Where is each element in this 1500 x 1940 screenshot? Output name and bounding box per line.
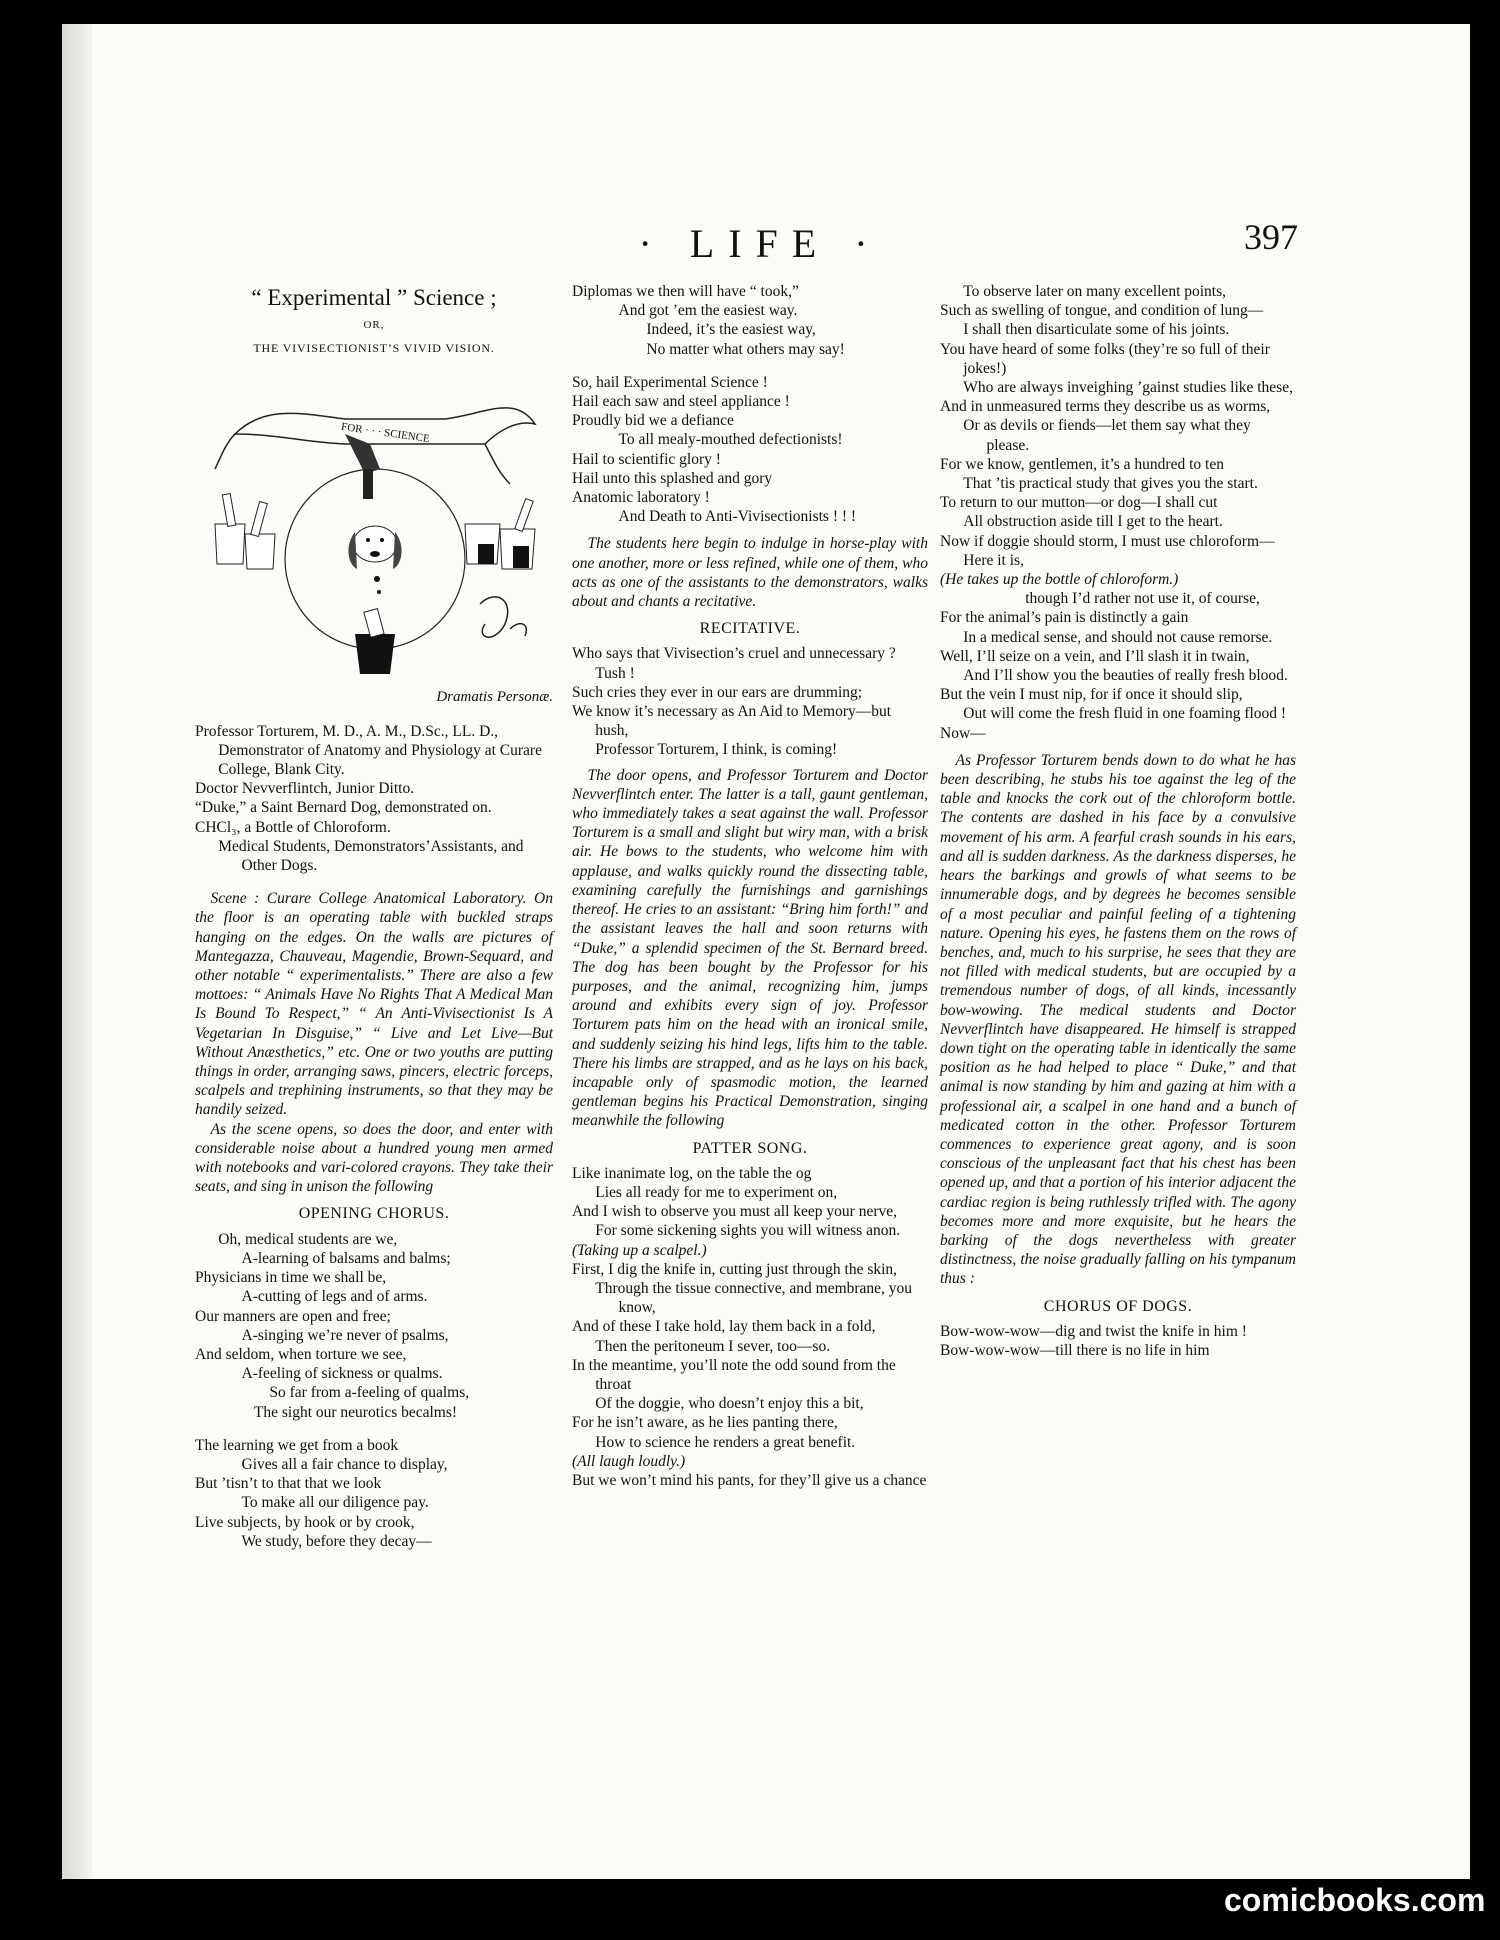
verse-line: Like inanimate log, on the table the og <box>572 1164 812 1182</box>
chorus-of-dogs-heading: CHORUS OF DOGS. <box>1043 1297 1193 1315</box>
column-2 <box>572 282 928 1490</box>
verse-line: The learning we get from a book <box>195 1436 399 1454</box>
verse-line: Gives all a fair chance to display, <box>241 1455 448 1473</box>
vivisection-drawing <box>195 374 553 684</box>
page-spine <box>62 24 92 1879</box>
illustration-caption: Dramatis Personæ. <box>436 689 553 706</box>
dramatis-illustration <box>195 374 553 684</box>
patter-song <box>572 1164 928 1490</box>
verse-line: A-feeling of sickness or qualms. <box>241 1365 443 1383</box>
verse-line: How to science he renders a great benefit. <box>595 1433 856 1451</box>
title-or: OR, <box>363 319 385 331</box>
verse-line: (All laugh loudly.) <box>572 1452 686 1470</box>
patter-song-heading: PATTER SONG. <box>692 1139 808 1157</box>
verse-line: We know it’s necessary as An Aid to Memory—but hush, <box>572 703 892 740</box>
cast-item: Doctor Nevverflintch, Junior Ditto. <box>195 780 415 798</box>
verse-line: And Death to Anti-Vivisectionists ! ! ! <box>618 508 857 526</box>
verse-line: Hail to scientific glory ! <box>572 450 721 468</box>
verse-line: Anatomic laboratory ! <box>572 489 710 507</box>
verse-line: You have heard of some folks (they’re so full of their jokes!) <box>940 340 1270 377</box>
verse-line: Of the doggie, who doesn’t enjoy this a bit, <box>595 1395 864 1413</box>
verse-line: Now if doggie should storm, I must use chloroform— <box>940 532 1275 550</box>
page-number: 397 <box>1244 217 1298 257</box>
verse-line: And got ’em the easiest way. <box>618 302 798 320</box>
verse-line: Such cries they ever in our ears are drumming; <box>572 683 863 701</box>
verse-line: No matter what others may say! <box>646 340 845 358</box>
verse-line: But ’tisn’t to that that we look <box>195 1475 382 1493</box>
stage-direction: The students here begin to indulge in horse-play with one another, more or less refined, while one of them, who acts as one of the assistants to the demonstrators, walks about and chants a recitative. <box>572 535 928 611</box>
verse-line: So, hail Experimental Science ! <box>572 373 768 391</box>
watermark: comicbooks.com <box>1224 1882 1486 1918</box>
masthead-folio: · LIFE · <box>638 221 882 266</box>
verse-line: A-learning of balsams and balms; <box>241 1249 451 1267</box>
verse-line: though I’d rather not use it, of course, <box>1025 590 1260 608</box>
verse-line: (Taking up a scalpel.) <box>572 1241 707 1259</box>
verse-line: Live subjects, by hook or by crook, <box>195 1513 415 1531</box>
verse-line: Lies all ready for me to experiment on, <box>595 1183 838 1201</box>
scene-direction: As the scene opens, so does the door, and enter with considerable noise about a hundred young men armed with notebooks and vari-colored crayons. They take their seats, and sing in unison the following <box>195 1120 553 1196</box>
stage-direction: The door opens, and Professor Torturem and Doctor Nevverflintch enter. The latter is a tall, gaunt gentleman, who immediately takes a seat against the wall. Professor Torturem is a small and slight but wiry man, with a brisk air. He bows to the students, who welcome him with applause, and walks quickly round the dissecting table, examining carefully the furnishings and garnishings thereof. He cries to an assistant: “Bring him forth!” and the assistant leaves the hall and soon returns with “Duke,” a splendid specimen of the St. Bernard breed. The dog has been bought by the Professor for his purposes, and the animal, recognizing him, jumps around and exhibits every sign of joy. Professor Torturem pats him on the head with an ironical smile, and suddenly seizing his hind legs, lifts him to the table. There his limbs are strapped, and as he lays on his back, incapable only of spasmodic motion, the learned gentleman begins his Practical Demonstration, singing meanwhile the following <box>572 766 928 1130</box>
verse-line: (He takes up the bottle of chloroform.) <box>940 571 1179 589</box>
verse-line: Out will come the fresh fluid in one foaming flood ! <box>963 705 1287 723</box>
recitative <box>572 644 928 759</box>
verse-line: And I’ll show you the beauties of really fresh blood. <box>963 667 1288 685</box>
verse-line: That ’tis practical study that gives you the start. <box>963 475 1258 493</box>
scene-direction: Scene : Curare College Anatomical Laboratory. On the floor is an operating table with buckled straps hanging on the edges. On the walls are pictures of Mantegazza, Chauveau, Magendie, Brown-Sequard, and other notable “ experimentalists.” There are also a few mottoes: “ Animals Have No Rights That A Medical Man Is Bound To Respect,” “ An Anti-Vivisectionist Is A Vegetarian In Disguise,” “ Live and Let Live—But Without Anæsthetics,” etc. One or two youths are putting things in order, arranging saws, pincers, electric forceps, scalpels and trephining instruments, so that they may be handily seized. <box>195 890 553 1119</box>
recitative-heading: RECITATIVE. <box>699 620 801 638</box>
verse-line: Now— <box>940 724 986 742</box>
verse-line: Hail each saw and steel appliance ! <box>572 393 790 411</box>
verse-line: Proudly bid we a defiance <box>572 412 734 430</box>
column-1 <box>195 282 553 1551</box>
verse-line: Well, I’ll seize on a vein, and I’ll slash it in twain, <box>940 647 1250 665</box>
verse-line: Who are always inveighing ’gainst studies like these, <box>963 379 1293 397</box>
verse-line: Through the tissue connective, and membrane, you know, <box>595 1279 913 1317</box>
verse-line: And seldom, when torture we see, <box>195 1345 407 1363</box>
cast-item: Medical Students, Demonstrators’Assistants, and Other Dogs. <box>218 837 524 875</box>
verse-line <box>572 359 928 373</box>
cast-item: CHCl₃, a Bottle of Chloroform. <box>195 818 391 836</box>
column-3 <box>940 282 1296 1360</box>
dogs-line: Bow-wow-wow—dig and twist the knife in him ! <box>940 1322 1247 1340</box>
verse-line: But we won’t mind his pants, for they’ll give us a chance <box>572 1471 927 1489</box>
verse-line: Who says that Vivisection’s cruel and unnecessary ? Tush ! <box>572 645 896 682</box>
verse-line: But the vein I must nip, for if once it should slip, <box>940 686 1243 704</box>
patter-song-continued <box>940 282 1296 743</box>
opening-chorus <box>195 1230 553 1551</box>
article-subtitle: THE VIVISECTIONIST’S VIVID VISION. <box>253 341 495 356</box>
verse-line: Physicians in time we shall be, <box>195 1269 387 1287</box>
verse-line: Oh, medical students are we, <box>218 1230 398 1248</box>
verse-line: Diplomas we then will have “ took,” <box>572 283 799 300</box>
verse-line: And of these I take hold, lay them back in a fold, <box>572 1318 876 1336</box>
verse-line: Then the peritoneum I sever, too—so. <box>595 1337 831 1355</box>
cast-list <box>195 722 553 876</box>
verse-line: In the meantime, you’ll note the odd sound from the throat <box>572 1356 896 1393</box>
verse-line: Such as swelling of tongue, and condition of lung— <box>940 302 1264 320</box>
verse-line: We study, before they decay— <box>241 1532 432 1550</box>
stage-direction: As Professor Torturem bends down to do what he has been describing, he stubs his toe against the leg of the table and knocks the cork out of the chloroform bottle. The contents are dashed in his face by a convulsive movement of his arm. A fearful crash sounds in his ears, and all is sudden darkness. As the darkness disperses, he hears the barkings and growls of what seems to be innumerable dogs, and by degrees he becomes sensible of a most peculiar and painful feeling of a tightening nature. Opening his eyes, he fastens them on the rows of benches, and, much to his surprise, he sees that they are not filled with medical students, but are occupied by a tremendous number of dogs, of all kinds, incessantly bow-wowing. The medical students and Doctor Nevverflintch have disappeared. He himself is strapped down tight on the operating table in identically the same position as he had helped to place “ Duke,” and that animal is now standing by him and gazing at him with a professional air, a scalpel in one hand and a bunch of medicated cotton in the other. Professor Torturem commences to experience great agony, and is soon conscious of the unpleasant fact that his chest has been opened up, and that a portion of his interior adjacent the cardiac region is being ruthlessly trifled with. The agony becomes more and more exquisite, but he hears the barking of the dogs nevertheless with greater distinctness, the noise gradually falling on his tympanum thus : <box>940 751 1296 1288</box>
verse-line: So far from a-feeling of qualms, <box>269 1384 470 1402</box>
verse-line: Or as devils or fiends—let them say what they please. <box>963 417 1251 454</box>
verse-line: For he isn’t aware, as he lies panting there, <box>572 1414 838 1432</box>
verse-line <box>195 1422 553 1436</box>
verse-line: To make all our diligence pay. <box>241 1494 429 1512</box>
verse-line: Hail unto this splashed and gory <box>572 469 773 487</box>
cast-item: Professor Torturem, M. D., A. M., D.Sc., LL. D., Demonstrator of Anatomy and Physiology at Curare College, Blank City. <box>195 722 542 779</box>
verse-line: A-cutting of legs and of arms. <box>241 1288 428 1306</box>
verse-line: Our manners are open and free; <box>195 1307 391 1325</box>
verse-line: To all mealy-mouthed defectionists! <box>618 431 843 449</box>
verse-line: To observe later on many excellent points, <box>963 283 1227 300</box>
verse-line: A-singing we’re never of psalms, <box>241 1326 449 1344</box>
chorus-continued <box>572 282 928 526</box>
magazine-page <box>62 24 1470 1879</box>
verse-line: In a medical sense, and should not cause remorse. <box>963 628 1273 646</box>
verse-line: Here it is, <box>963 551 1024 569</box>
opening-chorus-heading: OPENING CHORUS. <box>298 1205 450 1223</box>
verse-line: First, I dig the knife in, cutting just through the skin, <box>572 1260 898 1278</box>
verse-line: All obstruction aside till I get to the heart. <box>963 513 1223 531</box>
verse-line: And I wish to observe you must all keep your nerve, <box>572 1203 898 1221</box>
verse-line: The sight our neurotics becalms! <box>253 1403 458 1421</box>
verse-line: To return to our mutton—or dog—I shall cut <box>940 494 1218 512</box>
verse-line: Professor Torturem, I think, is coming! <box>595 741 838 759</box>
verse-line: And in unmeasured terms they describe us as worms, <box>940 398 1271 416</box>
dogs-line: Bow-wow-wow—till there is no life in him <box>940 1341 1210 1359</box>
article-title: “ Experimental ” Science ; <box>251 285 497 310</box>
verse-line: I shall then disarticulate some of his joints. <box>963 321 1230 339</box>
verse-line: For some sickening sights you will witness anon. <box>595 1222 901 1240</box>
banner-text: FOR · · · SCIENCE <box>340 421 431 446</box>
verse-line: For the animal’s pain is distinctly a gain <box>940 609 1189 627</box>
verse-line: For we know, gentlemen, it’s a hundred to ten <box>940 455 1224 473</box>
cast-item: “Duke,” a Saint Bernard Dog, demonstrated on. <box>195 799 492 817</box>
verse-line: Indeed, it’s the easiest way, <box>646 321 816 339</box>
